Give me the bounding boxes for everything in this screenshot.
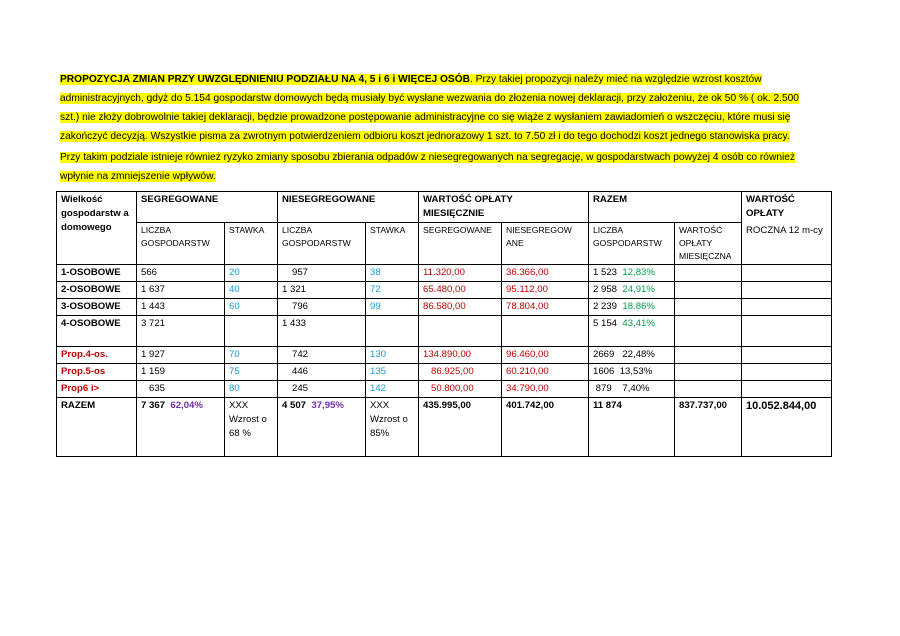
- header-household-size: Wielkość gospodarstw a domowego: [57, 192, 137, 265]
- table-row: Prop.4-os. 1 927 70 742 130 134.890,00 96.460,00 2669 22,48%: [57, 347, 832, 364]
- table-subheader-row: [57, 223, 832, 265]
- subheader-nseg-count: LICZBA GOSPODARSTW: [278, 223, 366, 265]
- table-row: 3-OSOBOWE 1 443 60 796 99 86.580,00 78.804,00 2 239 18.86%: [57, 299, 832, 316]
- table-row: 4-OSOBOWE 3 721 1 433 5 154 43,41%: [57, 316, 832, 347]
- table-header-row: [57, 192, 832, 223]
- subheader-seg-count: LICZBA GOSPODARSTW: [137, 223, 225, 265]
- subheader-seg-rate: STAWKA: [225, 223, 278, 265]
- header-monthly-value: WARTOŚĆ OPŁATY MIESIĘCZNIE: [419, 192, 589, 223]
- table-row: Prop6 i> 635 80 245 142 50.800,00 34.790,00 879 7,40%: [57, 381, 832, 398]
- subheader-val-nseg: NIESEGREGOW ANE: [502, 223, 589, 265]
- intro-title: PROPOZYCJA ZMIAN PRZY UWZGLĘDNIENIU PODZIAŁU NA 4, 5 i 6 i WIĘCEJ OSÓB: [60, 74, 470, 85]
- table-row: 2-OSOBOWE 1 637 40 1 321 72 65.480,00 95.112,00 2 958 24,91%: [57, 282, 832, 299]
- risk-note-paragraph: Przy takim podziale istnieje również ryzyko zmiany sposobu zbierania odpadów z niesegregowanych na segregację, w gospodarstwach powyżej 4 osób co również wpłynie na zmniejszenie wpływów.: [60, 152, 796, 182]
- header-unsegregated: NIESEGREGOWANE: [278, 192, 419, 223]
- table-row: 1-OSOBOWE 566 20 957 38 11.320,00 36.366,00 1 523 12,83%: [57, 265, 832, 282]
- header-segregated: SEGREGOWANE: [137, 192, 278, 223]
- table-row: Prop.5-os 1 159 75 446 135 86.925,00 60.210,00 1606 13,53%: [57, 364, 832, 381]
- subheader-val-seg: SEGREGOWANE: [419, 223, 502, 265]
- header-total: RAZEM: [589, 192, 742, 223]
- subheader-total-monthly: WARTOŚĆ OPŁATY MIESIĘCZNA: [675, 223, 742, 265]
- subheader-total-count: LICZBA GOSPODARSTW: [589, 223, 675, 265]
- subheader-nseg-rate: STAWKA: [366, 223, 419, 265]
- intro-paragraph: PROPOZYCJA ZMIAN PRZY UWZGLĘDNIENIU PODZIAŁU NA 4, 5 i 6 i WIĘCEJ OSÓB. Przy takiej propozycji należy mieć na względzie wzrost kosztów administracyjnych, gdyż do 5.154 gospodarstw domowych będą musiały być wysłane wezwania do złożenia nowej deklaracji, przy założeniu, że ok 50 % ( ok. 2.500 szt.) nie złoży dobrowolnie takiej deklaracji, będzie prowadzone postępowanie administracyjne co się wiąże z wysłaniem zawiadomień o wszczęciu, które musi się zakończyć decyzją. Wszystkie pisma za zwrotnym potwierdzeniem odbioru koszt jednorazowy 1 szt. to 7.50 zł i do tego dochodzi koszt jednego stanowiska pracy.: [60, 74, 799, 142]
- subheader-yearly: ROCZNA 12 m-cy: [742, 223, 832, 265]
- table-sum-row: RAZEM 7 367 62,04% XXX Wzrost o 68 % 4 507 37,95% XXX Wzrost o 85% 435.995,00 401.742,00 11 874 837.737,00 10.052.844,00: [57, 398, 832, 457]
- header-yearly-value: WARTOŚĆ OPŁATY: [742, 192, 832, 223]
- fees-table: [56, 191, 832, 457]
